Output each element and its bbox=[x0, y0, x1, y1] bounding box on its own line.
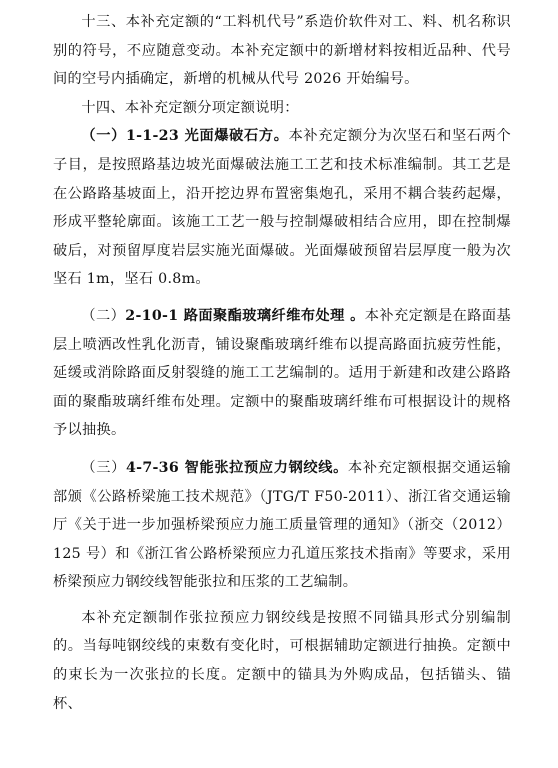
paragraph-14: 十四、本补充定额分项定额说明： bbox=[81, 99, 299, 116]
section-3-paragraph bbox=[53, 454, 511, 597]
section-2-prefix: （二） bbox=[81, 307, 126, 324]
section-3-prefix: （三） bbox=[81, 459, 126, 476]
section-1-paragraph bbox=[53, 122, 511, 294]
section-2-paragraph bbox=[53, 302, 511, 445]
section-3-heading: 4-7-36 智能张拉预应力钢绞线。 bbox=[125, 459, 348, 476]
section-2-body: 本补充定额是在路面基层上喷洒改性乳化沥青，铺设聚酯玻璃纤维布以提高路面抗疲劳性能，延缓或消除路面反射裂缝的施工工艺编制的。适用于新建和改建公路路面的聚酯玻璃纤维布处理。定额中的聚酯玻璃纤维布可根据设计的规格予以抽换。 bbox=[53, 307, 511, 439]
document-page bbox=[53, 8, 511, 718]
paragraph-13: 十三、本补充定额的“工料机代号”系造价软件对工、料、机名称识别的符号，不应随意变动。本补充定额中的新增材料按相近品种、代号间的空号内插确定，新增的机械从代号 2026 开始编号。 bbox=[53, 14, 511, 88]
paragraph-last: 本补充定额制作张拉预应力钢绞线是按照不同锚具形式分别编制的。当每吨钢绞线的束数有变化时，可根据辅助定额进行抽换。定额中的束长为一次张拉的长度。定额中的锚具为外购成品，包括锚头、锚杯、 bbox=[53, 609, 511, 712]
section-2-heading: 2-10-1 路面聚酯玻璃纤维布处理 。 bbox=[125, 307, 365, 324]
section-1-body: 本补充定额分为次坚石和坚石两个子目，是按照路基边坡光面爆破法施工工艺和技术标准编制。其工艺是在公路路基坡面上，沿开挖边界布置密集炮孔，采用不耦合装药起爆，形成平整轮廓面。该施工工艺一般与控制爆破相结合应用，即在控制爆破后，对预留厚度岩层实施光面爆破。光面爆破预留岩层厚度一般为次坚石 1m，坚石 0.8m。 bbox=[53, 128, 511, 288]
section-1-heading: （一）1-1-23 光面爆破石方。 bbox=[81, 128, 289, 145]
section-3-body: 本补充定额根据交通运输部颁《公路桥梁施工技术规范》（JTG/T F50-2011）、浙江省交通运输厅《关于进一步加强桥梁预应力施工质量管理的通知》（浙交（2012）125 号）和《浙江省公路桥梁预应力孔道压浆技术指南》等要求，采用桥梁预应力钢绞线智能张拉和压浆的工艺编制。 bbox=[53, 459, 511, 591]
